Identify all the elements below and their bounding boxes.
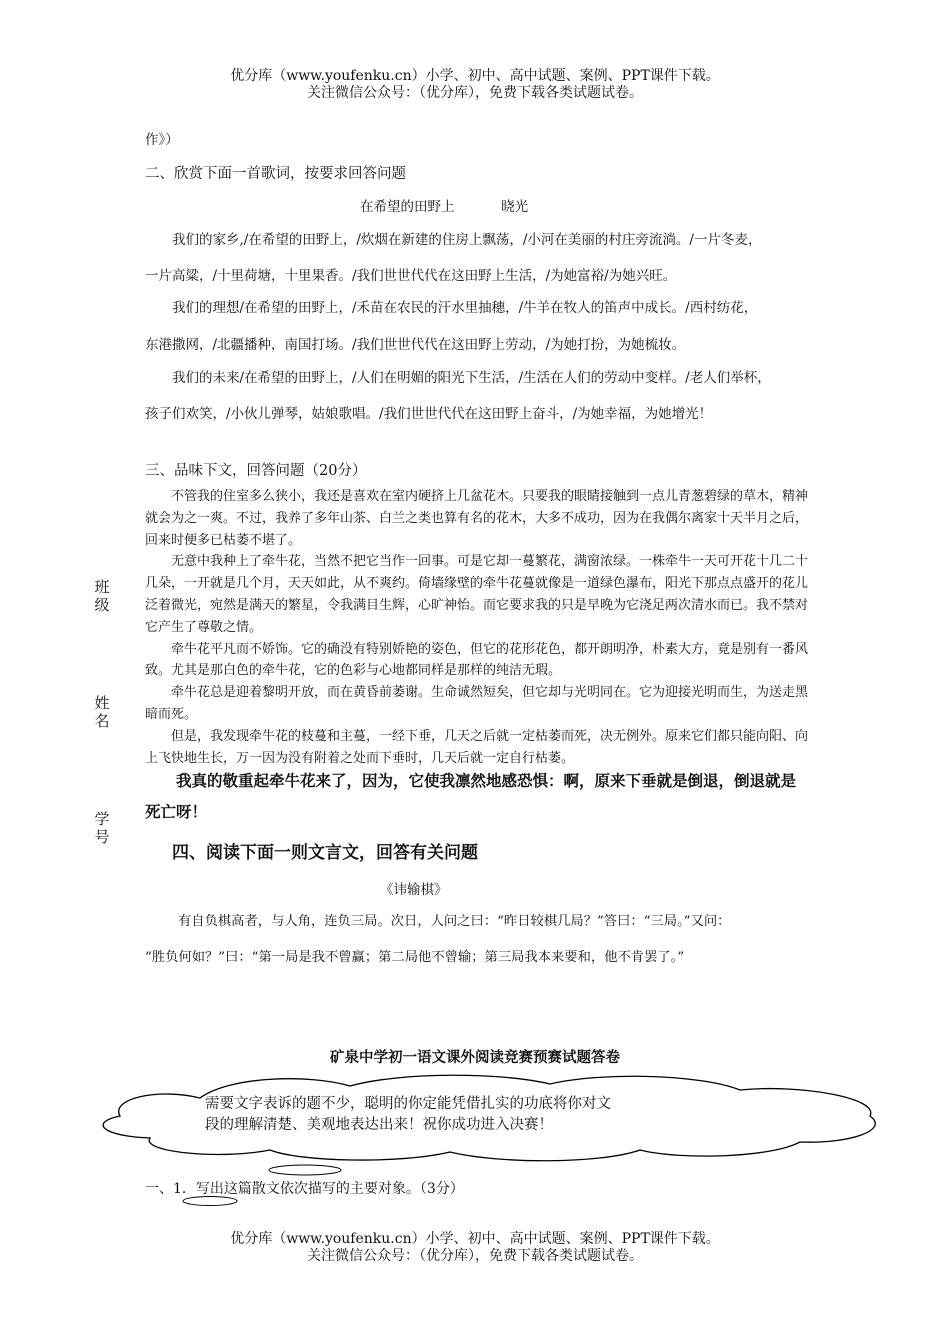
- classical-text-line: 有自负棋高者，与人角，连负三局。次日，人问之曰：“昨日较棋几局？”答曰：“三局。”又问：: [178, 914, 731, 929]
- page-footer: [0, 1231, 950, 1265]
- article-paragraph: 牵牛花总是迎着黎明开放，而在黄昏前萎谢。生命诚然短矣，但它却与光明同在。它为迎接光明而生，为送走黑暗而死。: [145, 685, 809, 722]
- song-author: 晓光: [501, 199, 529, 215]
- page-header: [0, 68, 950, 102]
- song-line: 我们的未来/在希望的田野上，/人们在明媚的阳光下生活，/生活在人们的劳动中变样。/老人们举杯，: [172, 370, 771, 386]
- footer-line-2: 关注微信公众号：（优分库），免费下载各类试题试卷。: [307, 1248, 643, 1264]
- answer-question-1: 一、1．写出这篇散文依次描写的主要对象。（3分）: [145, 1181, 464, 1197]
- continuation-text: 作》）: [145, 132, 179, 148]
- footer-line-1: 优分库（www.youfenku.cn）小学、初中、高中试题、案例、PPT课件下载。: [230, 1231, 720, 1247]
- song-line: 我们的家乡,/在希望的田野上，/炊烟在新建的住房上飘荡，/小河在美丽的村庄旁流淌。/一片冬麦，: [172, 232, 762, 248]
- article-paragraph: 但是，我发现牵牛花的枝蔓和主蔓，一经下垂，几天之后就一定枯萎而死，决无例外。原来它们都只能向阳、向上飞快地生长，万一因为没有附着之处而下垂时，几天后就一定自行枯萎。: [145, 728, 809, 766]
- song-line: 一片高粱，/十里荷塘，十里果香。/我们世世代代在这田野上生活，/为她富裕/为她兴旺。: [145, 268, 677, 284]
- song-line: 东港撒网，/北疆播种，南国打场。/我们世世代代在这田野上劳动，/为她打扮，为她梳妆。: [145, 337, 686, 353]
- class-label: 班级: [94, 578, 110, 614]
- song-line: 我们的理想/在希望的田野上，/禾苗在农民的汗水里抽穗，/牛羊在牧人的笛声中成长。/西村纺花，: [172, 300, 758, 316]
- article-bold-paragraph: 我真的敬重起牵牛花来了，因为，它使我凛然地感恐惧：啊，原来下垂就是倒退，倒退就是死亡呀！: [145, 772, 797, 821]
- article-paragraph: 牵牛花平凡而不娇饰。它的确没有特别娇艳的姿色，但它的花形花色，都开朗明净，朴素大方，竟是别有一番风致。尤其是那白色的牵牛花，它的色彩与心地都同样是那样的纯洁无瑕。: [145, 641, 809, 679]
- classical-text-line: “胜负何如？”曰：“第一局是我不曾赢；第二局他不曾输；第三局我本来要和，他不肯罢了。”: [145, 950, 685, 965]
- section3-title: 三、品味下文，回答问题（20分）: [145, 463, 367, 479]
- student-id-label: 学号: [94, 810, 110, 846]
- section4-title: 四、阅读下面一则文言文，回答有关问题: [172, 843, 478, 863]
- song-title: 在希望的田野上: [360, 199, 455, 215]
- answer-sheet-title: 矿泉中学初一语文课外阅读竞赛预赛试题答卷: [330, 1050, 620, 1066]
- section3-article: [145, 486, 810, 769]
- cloud-bubble-small: [180, 1194, 240, 1208]
- cloud-message: [205, 1094, 705, 1136]
- section2-title: 二、欣赏下面一首歌词，按要求回答问题: [145, 166, 406, 182]
- header-line-1: 优分库（www.youfenku.cn）小学、初中、高中试题、案例、PPT课件下载。: [230, 68, 720, 84]
- song-line: 孩子们欢笑，/小伙儿弹琴，姑娘歌唱。/我们世世代代在这田野上奋斗，/为她幸福，为她增光！: [145, 406, 713, 422]
- name-label: 姓名: [94, 694, 110, 730]
- song-heading: [360, 195, 528, 215]
- article-paragraph: 无意中我种上了牵牛花，当然不把它当作一回事。可是它却一蔓繁花，满窗浓绿。一株牵牛一天可开花十几二十几朵，一开就是几个月，天天如此，从不爽约。倚墙缘壁的牵牛花蔓就像是一道绿色瀑布，阳光下那点点盛开的花儿泛着微光，宛然是满天的繁星，令我满目生辉，心旷神怡。而它要求我的只是早晚为它浇足两次清水而已。我不禁对它产生了尊敬之情。: [145, 554, 809, 635]
- article-paragraph: 不管我的住室多么狭小，我还是喜欢在室内硬挤上几盆花木。只要我的眼睛接触到一点儿青葱碧绿的草木，精神就会为之一爽。不过，我养了多年山茶、白兰之类也算有名的花木，大多不成功，因为在我偶尔离家十天半月之后，回来时便多已枯萎不堪了。: [145, 489, 809, 548]
- cloud-line: 需要文字表诉的题不少，聪明的你定能凭借扎实的功底将你对文: [205, 1096, 611, 1112]
- header-line-2: 关注微信公众号：（优分库），免费下载各类试题试卷。: [307, 85, 643, 101]
- classical-text-title: 《讳输棋》: [380, 882, 448, 898]
- cloud-line: 段的理解清楚、美观地表达出来！祝你成功进入决赛！: [205, 1117, 553, 1133]
